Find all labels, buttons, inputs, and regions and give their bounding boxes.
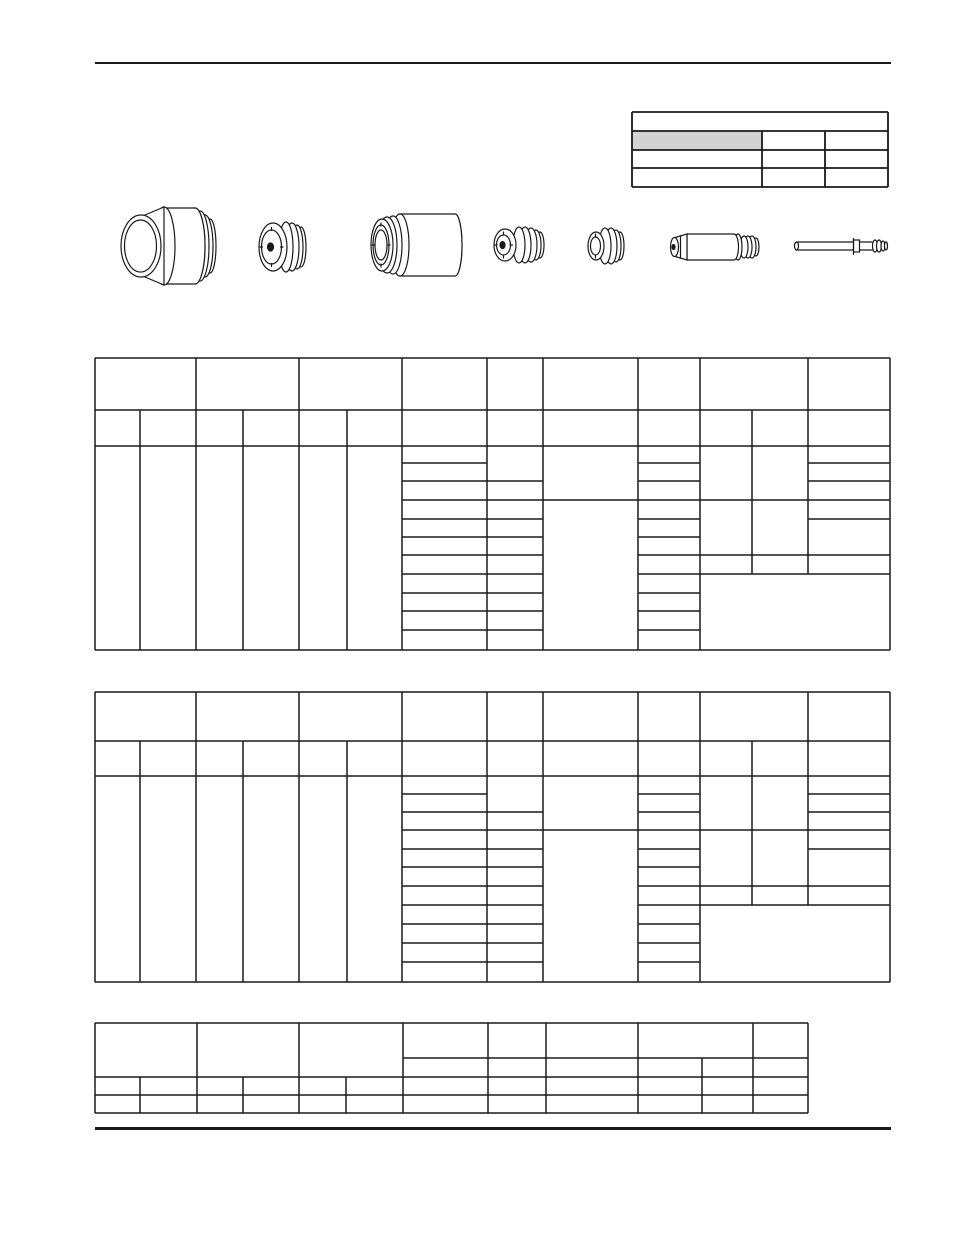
swirl-ring-drawing — [586, 226, 626, 267]
water-tube-drawing — [792, 237, 890, 256]
bottom-rule — [95, 1127, 891, 1130]
nozzle-drawing — [492, 226, 548, 265]
retaining-cap-drawing — [362, 210, 464, 281]
shield-cap-drawing — [112, 201, 227, 290]
electrode-drawing — [665, 229, 760, 266]
shield-drawing — [256, 221, 308, 274]
consumable-parts-diagram — [0, 0, 954, 110]
